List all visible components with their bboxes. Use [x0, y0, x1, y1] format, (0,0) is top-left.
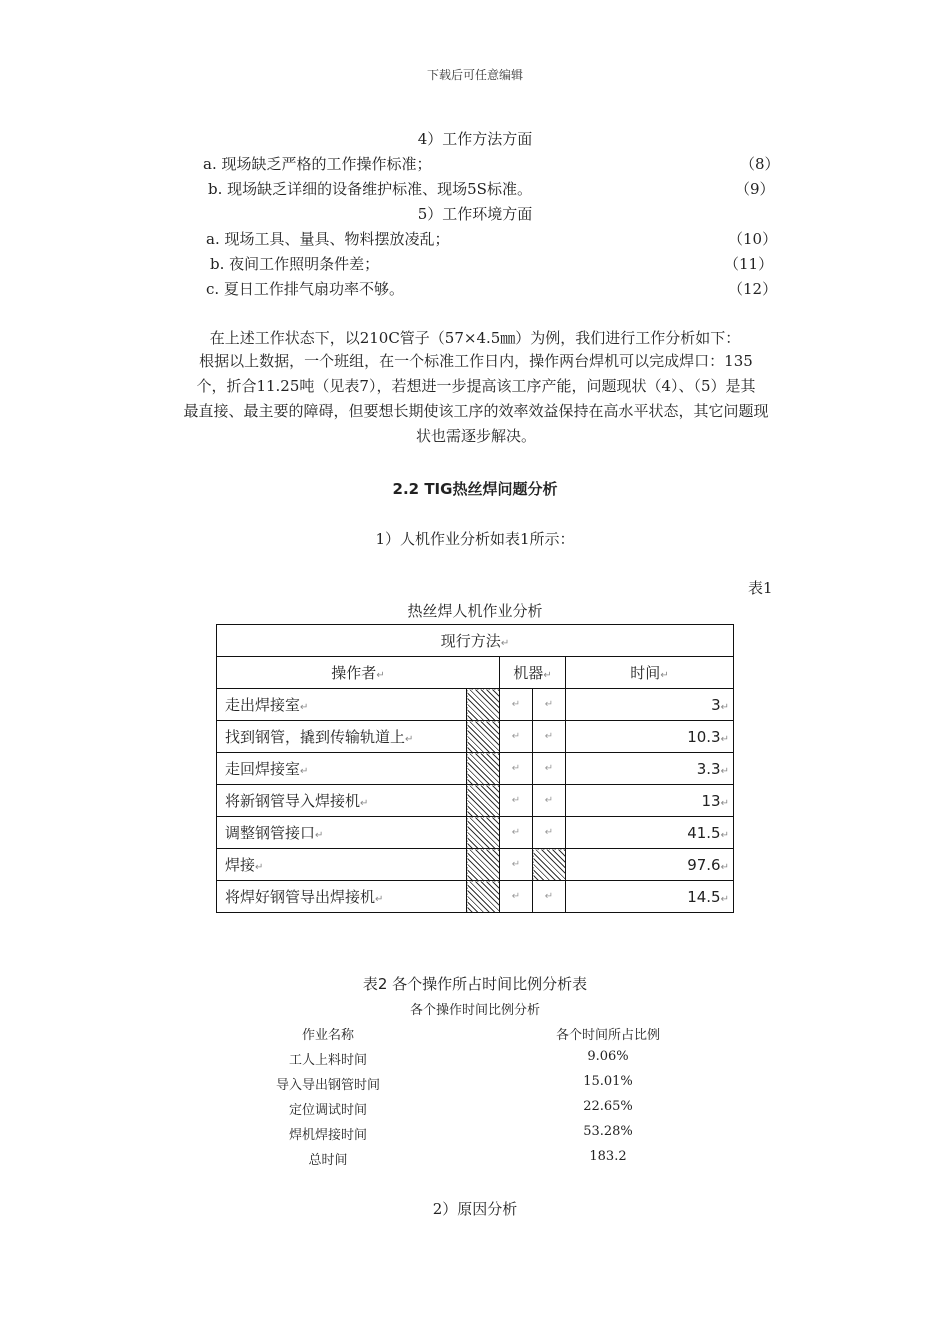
operation-cell: 将焊好钢管导出焊接机 — [225, 888, 376, 906]
time-cell: 3 — [711, 695, 721, 714]
operator-active-cell — [467, 689, 500, 721]
name-cell: 工人上料时间 — [288, 1053, 367, 1068]
subsection-1: 1）人机作业分析如表1所示： — [375, 530, 575, 548]
method-header: 现行方法↵ — [217, 625, 734, 657]
name-cell: 导入导出钢管时间 — [275, 1078, 380, 1093]
table-header-row — [0, 1024, 950, 1044]
operation-cell: 走回焊接室 — [225, 760, 301, 778]
list-item-number: （10） — [728, 230, 778, 248]
machine-active-cell — [533, 849, 566, 881]
list-item — [0, 253, 950, 275]
machine-header-text: 机器 — [513, 664, 544, 682]
operation-cell: 找到钢管，撬到传输轨道上 — [225, 728, 406, 746]
operator-active-cell — [467, 817, 500, 849]
paragraph-line: 最直接、最主要的障碍，但要想长期使该工序的效率效益保持在高水平状态，其它问题现 — [183, 402, 769, 420]
table1-caption: 热丝焊人机作业分析 — [407, 602, 543, 620]
table2-title: 表2 各个操作所占时间比例分析表 — [362, 975, 588, 993]
list-item-number: （11） — [724, 255, 774, 273]
list-item — [0, 228, 950, 250]
time-cell: 3.3 — [696, 759, 721, 778]
list-item-number: （8） — [740, 155, 780, 173]
operator-header: 操作者↵ — [217, 657, 500, 689]
page-header: 下载后可任意编辑 — [426, 68, 523, 82]
list-item-number: （9） — [735, 180, 775, 198]
ratio-cell: 22.65% — [583, 1099, 633, 1114]
name-cell: 总时间 — [308, 1153, 348, 1168]
method-header-text: 现行方法 — [440, 632, 501, 650]
list-item-text: a. 现场缺乏严格的工作操作标准； — [203, 155, 432, 173]
col-name-header: 作业名称 — [301, 1028, 354, 1043]
env-heading: 5）工作环境方面 — [417, 205, 533, 223]
time-cell: 13 — [701, 791, 721, 810]
paragraph-line: 根据以上数据，一个班组，在一个标准工作日内，操作两台焊机可以完成焊口：135 — [199, 352, 753, 370]
man-machine-table — [216, 624, 734, 913]
operator-active-cell — [467, 785, 500, 817]
table-row — [0, 1149, 950, 1169]
list-item-number: （12） — [728, 280, 778, 298]
table-row: 走出焊接室↵ ↵ ↵ 3↵ — [217, 689, 734, 721]
operator-active-cell — [467, 753, 500, 785]
list-item-text: c. 夏日工作排气扇功率不够。 — [206, 280, 404, 298]
paragraph-line: 状也需逐步解决。 — [415, 427, 536, 445]
col-ratio-header: 各个时间所占比例 — [555, 1028, 660, 1043]
table-row — [0, 1049, 950, 1069]
table-row: 找到钢管，撬到传输轨道上↵ ↵ ↵ 10.3↵ — [217, 721, 734, 753]
operation-cell: 调整钢管接口 — [225, 824, 316, 842]
machine-header: 机器↵ — [500, 657, 566, 689]
operator-active-cell — [467, 881, 500, 913]
list-item — [0, 278, 950, 300]
list-item-text: b. 现场缺乏详细的设备维护标准、现场5S标准。 — [208, 180, 532, 198]
time-cell: 97.6 — [687, 855, 721, 874]
time-header-text: 时间 — [630, 664, 661, 682]
table-row: 焊接↵ ↵ 97.6↵ — [217, 849, 734, 881]
analysis-intro: 在上述工作状态下，以210C管子（57×4.5㎜）为例，我们进行工作分析如下： — [209, 329, 741, 347]
subsection-2: 2）原因分析 — [432, 1200, 518, 1218]
list-item — [0, 153, 950, 175]
method-heading: 4）工作方法方面 — [417, 130, 533, 148]
operator-header-text: 操作者 — [331, 664, 377, 682]
table-row: 将新钢管导入焊接机↵ ↵ ↵ 13↵ — [217, 785, 734, 817]
analysis-paragraph — [150, 349, 802, 449]
table-row: 将焊好钢管导出焊接机↵ ↵ ↵ 14.5↵ — [217, 881, 734, 913]
name-cell: 焊机焊接时间 — [288, 1128, 367, 1143]
ratio-cell: 15.01% — [583, 1074, 633, 1089]
list-item-text: a. 现场工具、量具、物料摆放凌乱； — [206, 230, 450, 248]
paragraph-line: 个，折合11.25吨（见表7），若想进一步提高该工序产能，问题现状（4）、（5）是其 — [196, 377, 756, 395]
time-header: 时间↵ — [566, 657, 734, 689]
table2-subtitle: 各个操作时间比例分析 — [409, 1003, 540, 1018]
operation-cell: 焊接 — [225, 856, 256, 874]
section-title: 2.2 TIG热丝焊问题分析 — [392, 480, 558, 498]
time-cell: 10.3 — [687, 727, 721, 746]
list-item — [0, 178, 950, 200]
list-item-text: b. 夜间工作照明条件差； — [210, 255, 380, 273]
table-row — [0, 1099, 950, 1119]
name-cell: 定位调试时间 — [288, 1103, 367, 1118]
table-row — [0, 1074, 950, 1094]
operator-active-cell — [467, 849, 500, 881]
ratio-cell: 53.28% — [583, 1124, 633, 1139]
ratio-cell: 183.2 — [589, 1149, 627, 1164]
time-cell: 41.5 — [687, 823, 721, 842]
table-row — [0, 1124, 950, 1144]
time-cell: 14.5 — [687, 887, 721, 906]
table1-label: 表1 — [748, 579, 773, 597]
operator-active-cell — [467, 721, 500, 753]
table-row: 走回焊接室↵ ↵ ↵ 3.3↵ — [217, 753, 734, 785]
ratio-cell: 9.06% — [587, 1049, 629, 1064]
table-row: 调整钢管接口↵ ↵ ↵ 41.5↵ — [217, 817, 734, 849]
operation-cell: 将新钢管导入焊接机 — [225, 792, 361, 810]
operation-cell: 走出焊接室 — [225, 696, 301, 714]
